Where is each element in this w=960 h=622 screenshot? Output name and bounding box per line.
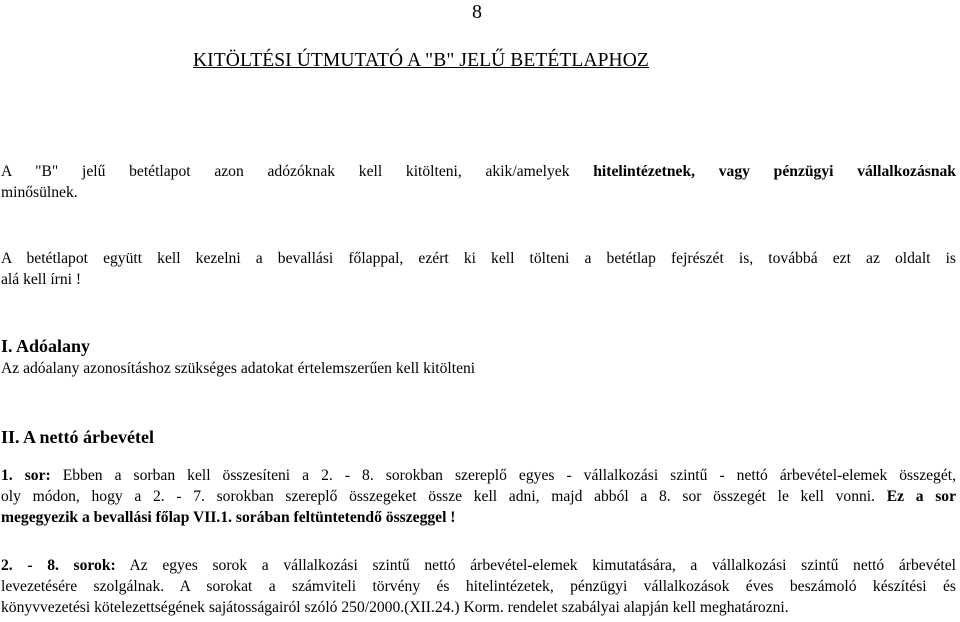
section-1-text: Az adóalany azonosításhoz szükséges adatokat értelemszerűen kell kitölteni: [1, 360, 476, 377]
rows-2-8-text: Az egyes sorok a vállalkozási szintű nettó árbevétel-elemek kimutatására, a vállalkozási szintű nettó árbevétel: [115, 557, 956, 574]
row-1-text-2: oly módon, hogy a 2. - 7. sorokban szereplő összegeket össze kell adni, majd abból a 8. sor összegét le kell vonni.: [1, 488, 887, 505]
row-1-bold-b: megegyezik a bevallási főlap VII.1. sorában feltüntetendő összeggel !: [1, 509, 456, 526]
section-2-heading: II. A nettó árbevétel: [1, 427, 154, 447]
intro-text: A "B" jelű betétlapot azon adózóknak kell kitölteni, akik/amelyek: [1, 163, 594, 180]
intro-paragraph-1: [1, 161, 956, 203]
intro-p2-line2: alá kell írni !: [1, 271, 82, 288]
rows-2-8-label: 2. - 8. sorok:: [1, 557, 116, 574]
intro-text-end: minősülnek.: [1, 184, 78, 201]
row-1-description: [1, 465, 956, 528]
row-1-label: 1. sor:: [1, 467, 51, 484]
rows-2-8-description: [1, 555, 956, 618]
intro-paragraph-2: [1, 248, 956, 290]
section-1-heading: I. Adóalany: [1, 336, 91, 356]
intro-p2-line1: A betétlapot együtt kell kezelni a bevallási főlappal, ezért ki kell tölteni a betétlap fejrészét is, továbbá ezt az oldalt is: [1, 250, 956, 267]
row-1-bold-a: Ez a sor: [886, 488, 956, 505]
intro-bold-text: hitelintézetnek, vagy pénzügyi vállalkozásnak: [593, 163, 956, 180]
document-title: KITÖLTÉSI ÚTMUTATÓ A "B" JELŰ BETÉTLAPHOZ: [193, 50, 649, 71]
page-number: 8: [472, 1, 482, 23]
rows-2-8-text-3: könyvvezetési kötelezettségének sajátosságairól szóló 250/2000.(XII.24.) Korm. rendelet szabályai alapján kell meghatározni.: [1, 599, 789, 616]
row-1-text: Ebben a sorban kell összesíteni a 2. - 8. sorokban szereplő egyes - vállalkozási szintű - nettó árbevétel-elemek összegét,: [50, 467, 956, 484]
rows-2-8-text-2: levezetésére szolgálnak. A sorokat a számviteli törvény és hitelintézetek, pénzügyi vállalkozások éves beszámoló készítési és: [1, 578, 956, 595]
